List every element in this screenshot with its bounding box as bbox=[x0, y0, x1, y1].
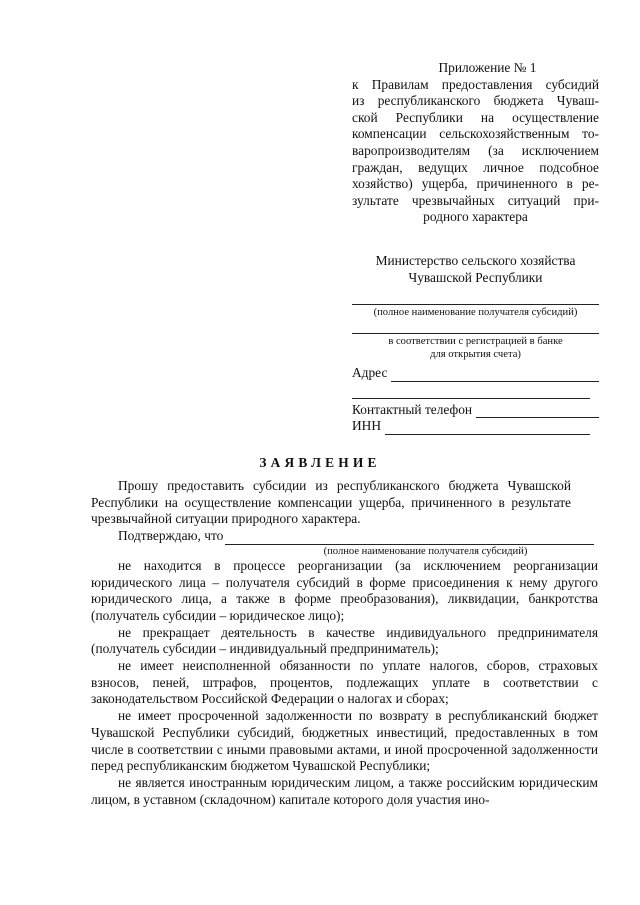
recipient-name-blank[interactable] bbox=[352, 304, 599, 305]
condition-item: не прекращает деятельность в качестве индивидуального предпринимателя (получатель субсидии – индивидуальный предприниматель); bbox=[91, 624, 598, 657]
annex-line: к Правилам предоставления субсидий bbox=[352, 76, 599, 92]
condition-item: не находится в процессе реорганизации (за исключением реорганизации юридического лица – получателя субсидий в форме присоединения к нему другого юридического лица, а также в форме преобразования), ликвидации, банкротства (получатель субсидии – юридическое лицо); bbox=[91, 557, 598, 623]
confirm-row bbox=[91, 528, 598, 545]
condition-item: не имеет неисполненной обязанности по уплате налогов, сборов, страховых взносов, пеней, штрафов, процентов, подлежащих уплате в соответствии с законодательством Российской Федерации о налогах и сборах; bbox=[91, 658, 598, 707]
address-row bbox=[352, 365, 599, 382]
annex-line: из республиканского бюджета Чуваш- bbox=[352, 93, 599, 109]
annex-line: хозяйство) ущерба, причиненного в ре- bbox=[352, 176, 599, 192]
recipient-name-hint: (полное наименование получателя субсидий) bbox=[373, 307, 578, 319]
document-title: ЗАЯВЛЕНИЕ bbox=[259, 455, 381, 470]
ministry-name-line2: Чувашской Республики bbox=[408, 269, 543, 285]
recipient-bank-blank[interactable] bbox=[352, 333, 599, 334]
annex-line: зультате чрезвычайных ситуаций при- bbox=[352, 192, 599, 208]
addressee-block bbox=[352, 253, 599, 435]
bank-hint-line2: для открытия счета) bbox=[430, 349, 521, 361]
phone-label: Контактный телефон bbox=[352, 401, 473, 417]
annex-line: компенсации сельскохозяйственным то- bbox=[352, 126, 599, 142]
annex-text bbox=[352, 77, 599, 226]
inn-blank[interactable] bbox=[385, 422, 590, 435]
annex-line: варопроизводителям (за исключением bbox=[352, 142, 599, 158]
confirm-label: Подтверждаю, что bbox=[118, 528, 224, 544]
condition-item: не имеет просроченной задолженности по возврату в республиканский бюджет Чувашской Республики субсидий, бюджетных инвестиций, предоставленных в том числе в соответствии с иными правовыми актами, и иной просроченной задолженности перед республиканским бюджетом Чувашской Республики; bbox=[91, 708, 598, 774]
request-paragraph: Прошу предоставить субсидии из республиканского бюджета Чувашской Республики на осуществление компенсации ущерба, причиненного в результате чрезвычайной ситуации природного характера. bbox=[91, 478, 571, 527]
phone-row bbox=[352, 402, 599, 419]
confirm-recipient-blank[interactable] bbox=[225, 532, 594, 545]
ministry-name-line1: Министерство сельского хозяйства bbox=[375, 253, 576, 268]
annex-line: граждан, ведущих личное подсобное bbox=[352, 159, 599, 175]
annex-header bbox=[352, 60, 599, 226]
address-blank-2[interactable] bbox=[352, 398, 590, 399]
confirm-hint: (полное наименование получателя субсидий) bbox=[323, 545, 528, 557]
condition-item: не является иностранным юридическим лицом, а также российским юридическим лицом, в уставном (складочном) капитале которого доля участия ино- bbox=[91, 774, 598, 807]
phone-blank[interactable] bbox=[476, 405, 599, 418]
inn-label: ИНН bbox=[352, 418, 382, 434]
annex-line: ской Республики на осуществление bbox=[352, 109, 599, 125]
address-blank[interactable] bbox=[391, 369, 599, 382]
inn-row bbox=[352, 418, 590, 435]
bank-hint-line1: в соответствии с регистрацией в банке bbox=[388, 336, 563, 348]
application-body bbox=[91, 478, 598, 808]
address-label: Адрес bbox=[352, 365, 388, 381]
annex-line: родного характера bbox=[423, 209, 528, 225]
annex-number: Приложение № 1 bbox=[438, 60, 537, 75]
